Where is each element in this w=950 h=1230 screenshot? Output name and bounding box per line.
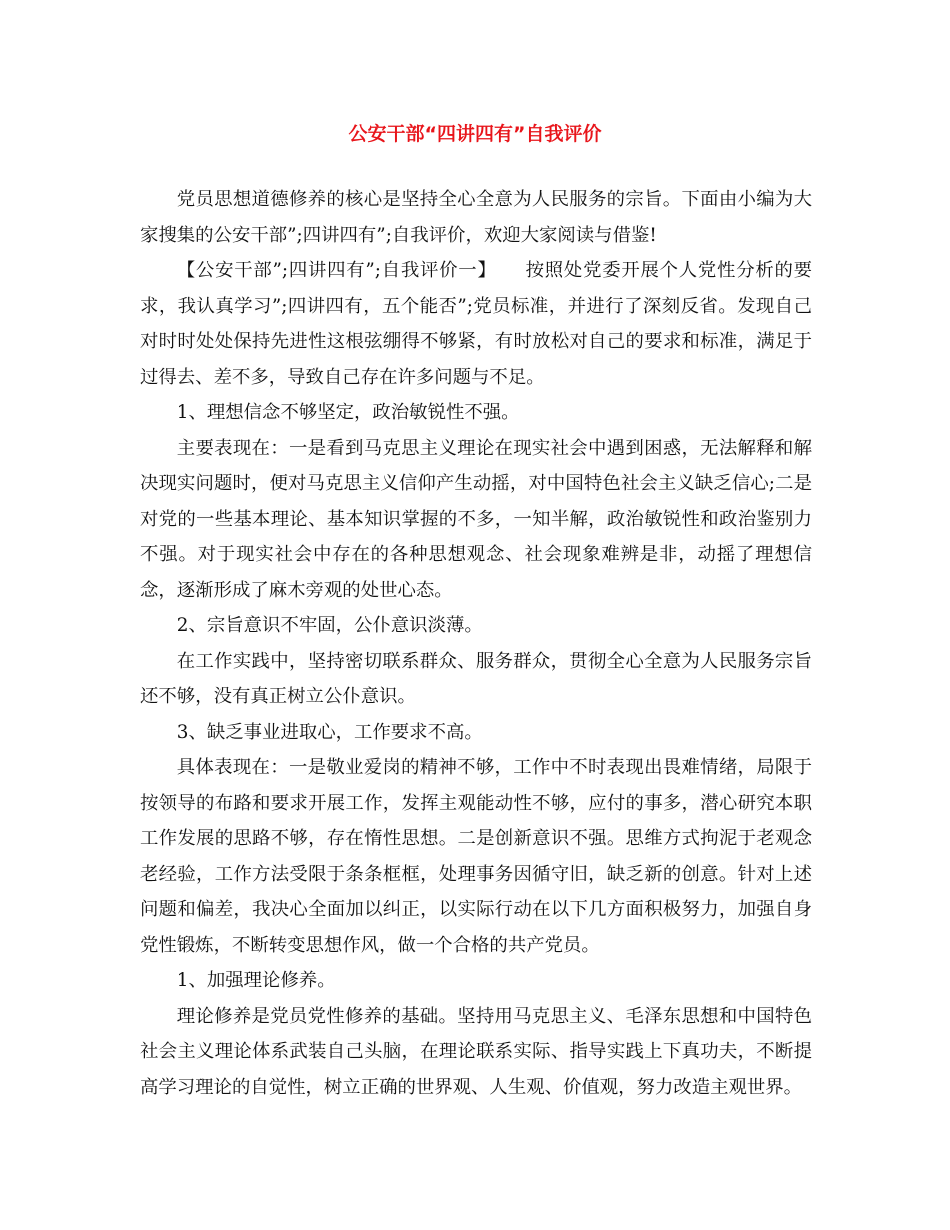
heading-point-3: 3、缺乏事业进取心，工作要求不高。 [176, 721, 483, 743]
paragraph-intro: 党员思想道德修养的核心是坚持全心全意为人民服务的宗旨。下面由小编为大家搜集的公安干部”;四讲四有”;自我评价，欢迎大家阅读与借鉴! [140, 189, 812, 246]
paragraph-point-1: 主要表现在：一是看到马克思主义理论在现实社会中遇到困惑，无法解释和解决现实问题时，便对马克思主义信仰产生动摇，对中国特色社会主义缺乏信心;二是对党的一些基本理论、基本知识掌握的不多，一知半解，政治敏锐性和政治鉴别力不强。对于现实社会中存在的各种思想观念、社会现象难辨是非，动摇了理想信念，逐渐形成了麻木旁观的处世心态。 [140, 437, 812, 601]
paragraph-evaluation-one: 【公安干部”;四讲四有”;自我评价一】 按照处党委开展个人党性分析的要求，我认真学习”;四讲四有，五个能否”;党员标准，并进行了深刻反省。发现自己对时时处处保持先进性这根弦绷得不够紧，有时放松对自己的要求和标准，满足于过得去、差不多，导致自己存在许多问题与不足。 [140, 260, 812, 388]
paragraph-point-3: 具体表现在：一是敬业爱岗的精神不够，工作中不时表现出畏难情绪，局限于按领导的布路和要求开展工作，发挥主观能动性不够，应付的事多，潜心研究本职工作发展的思路不够，存在惰性思想。二是创新意识不强。思维方式拘泥于老观念老经验，工作方法受限于条条框框，处理事务因循守旧，缺乏新的创意。针对上述问题和偏差，我决心全面加以纠正，以实际行动在以下几方面积极努力，加强自身党性锻炼，不断转变思想作风，做一个合格的共产党员。 [140, 757, 812, 956]
heading-point-1: 1、理想信念不够坚定，政治敏锐性不强。 [176, 402, 520, 423]
paragraph-improve-1: 理论修养是党员党性修养的基础。坚持用马克思主义、毛泽东思想和中国特色社会主义理论体系武装自己头脑，在理论联系实际、指导实践上下真功夫，不断提高学习理论的自觉性，树立正确的世界观、人生观、价值观，努力改造主观世界。 [140, 1005, 812, 1098]
paragraph-point-2: 在工作实践中，坚持密切联系群众、服务群众，贯彻全心全意为人民服务宗旨还不够，没有真正树立公仆意识。 [140, 650, 812, 707]
heading-point-2: 2、宗旨意识不牢固，公仆意识淡薄。 [176, 615, 483, 636]
document-title: 公安干部“四讲四有”自我评价 [348, 123, 602, 145]
heading-improve-1: 1、加强理论修养。 [176, 970, 336, 991]
document-body [140, 182, 812, 1105]
